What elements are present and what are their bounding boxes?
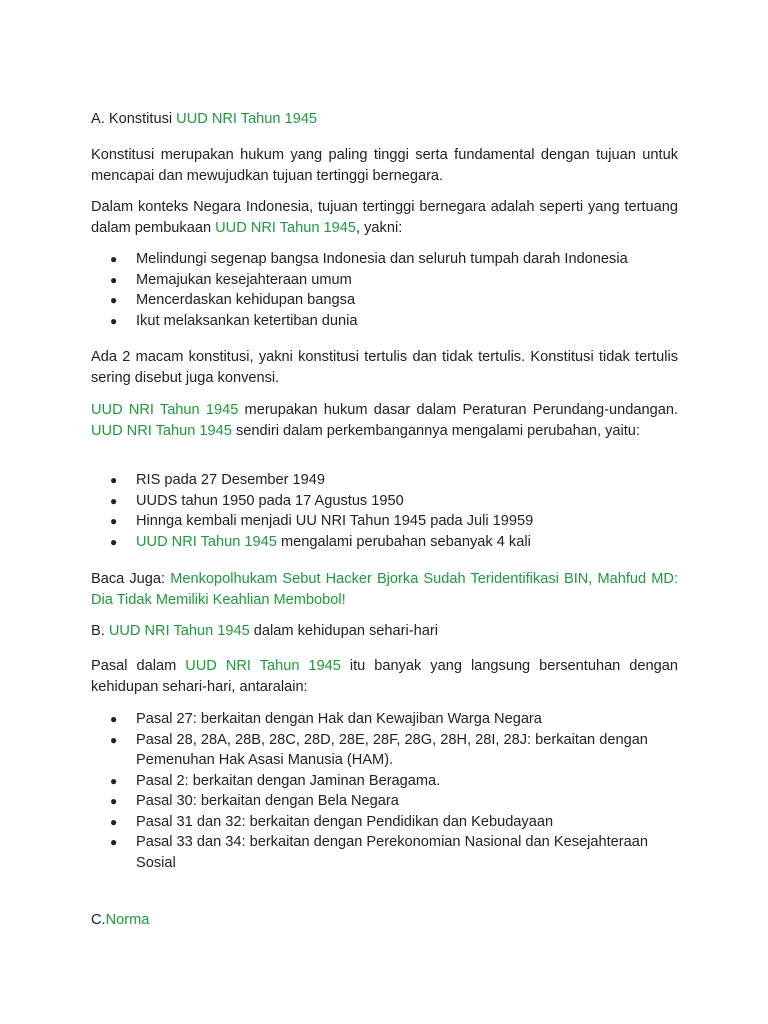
- list-item: ● UUD NRI Tahun 1945 mengalami perubahan sebanyak 4 kali: [91, 532, 678, 553]
- list-item: ● Hinnga kembali menjadi UU NRI Tahun 1945 pada Juli 19959: [91, 511, 678, 532]
- paragraph-konteks: Dalam konteks Negara Indonesia, tujuan tertinggi bernegara adalah seperti yang tertuang dalam pembukaan UUD NRI Tahun 1945, yakni:: [91, 199, 678, 236]
- baca-juga-link[interactable]: Menkopolhukam Sebut Hacker Bjorka Sudah Teridentifikasi BIN, Mahfud MD: Dia Tidak Memiliki Keahlian Membobol!: [91, 571, 679, 608]
- uud-link[interactable]: UUD NRI Tahun 1945: [215, 219, 357, 236]
- uud-link[interactable]: UUD NRI Tahun 1945: [91, 422, 232, 439]
- paragraph-hukum-dasar: UUD NRI Tahun 1945 merupakan hukum dasar dalam Peraturan Perundang-undangan. UUD NRI Tahun 1945 sendiri dalam perkembangannya mengalami perubahan, yaitu:: [91, 402, 678, 439]
- bullet-icon: ●: [110, 272, 118, 287]
- uud-link[interactable]: UUD NRI Tahun 1945: [176, 111, 318, 127]
- bullet-icon: ●: [110, 794, 118, 808]
- tujuan-list: [91, 249, 678, 331]
- bullet-icon: ●: [110, 252, 118, 266]
- norma-link[interactable]: Norma: [105, 912, 150, 928]
- paragraph-konstitusi: Konstitusi merupakan hukum yang paling tinggi serta fundamental dengan tujuan untuk mencapai dan mewujudkan tujuan tertinggi bernegara.: [91, 147, 678, 184]
- section-a-heading: [91, 109, 678, 130]
- pasal-list: [91, 709, 678, 873]
- uud-link[interactable]: UUD NRI Tahun 1945: [185, 658, 341, 674]
- bullet-icon: ●: [110, 493, 118, 508]
- uud-link[interactable]: UUD NRI Tahun 1945: [91, 402, 239, 418]
- bullet-icon: ●: [110, 712, 118, 726]
- list-item: ● UUDS tahun 1950 pada 17 Agustus 1950: [91, 491, 678, 512]
- bullet-icon: ●: [110, 732, 118, 747]
- list-item: ● Pasal 33 dan 34: berkaitan dengan Perekonomian Nasional dan Kesejahteraan Sosial: [110, 834, 648, 871]
- list-item: ● Pasal 27: berkaitan dengan Hak dan Kewajiban Warga Negara: [91, 709, 678, 730]
- bullet-icon: ●: [110, 534, 118, 549]
- perubahan-list: [91, 470, 678, 552]
- bullet-icon: ●: [110, 313, 118, 328]
- list-item: ● Mencerdaskan kehidupan bangsa: [91, 290, 678, 311]
- bullet-icon: ●: [110, 773, 118, 788]
- list-item: ● Memajukan kesejahteraan umum: [91, 270, 678, 291]
- list-item: ● Melindungi segenap bangsa Indonesia dan seluruh tumpah darah Indonesia: [91, 249, 678, 270]
- section-c-heading: C.Norma: [91, 912, 150, 928]
- paragraph-macam-konstitusi: Ada 2 macam konstitusi, yakni konstitusi tertulis dan tidak tertulis. Konstitusi tidak tertulis sering disebut juga konvensi.: [91, 349, 678, 386]
- bullet-icon: ●: [110, 835, 118, 849]
- list-item: ● Ikut melaksankan ketertiban dunia: [91, 311, 678, 332]
- section-a-prefix: A. Konstitusi: [91, 111, 177, 127]
- bullet-icon: ●: [110, 514, 118, 528]
- uud-link[interactable]: UUD NRI Tahun 1945: [136, 533, 277, 550]
- list-item: ● Pasal 31 dan 32: berkaitan dengan Pendidikan dan Kebudayaan: [91, 812, 678, 833]
- list-item: ● Pasal 30: berkaitan dengan Bela Negara: [91, 791, 678, 812]
- bullet-icon: ●: [110, 473, 118, 487]
- list-item: ● RIS pada 27 Desember 1949: [91, 470, 678, 491]
- paragraph-pasal: Pasal dalam UUD NRI Tahun 1945 itu banyak yang langsung bersentuhan dengan kehidupan sehari-hari, antaralain:: [91, 658, 678, 695]
- bullet-icon: ●: [110, 293, 118, 307]
- list-item: ● Pasal 28, 28A, 28B, 28C, 28D, 28E, 28F, 28G, 28H, 28I, 28J: berkaitan dengan Pemenuhan Hak Asasi Manusia (HAM).: [110, 731, 648, 768]
- list-item: ● Pasal 2: berkaitan dengan Jaminan Beragama.: [91, 771, 678, 792]
- baca-juga: Baca Juga: Menkopolhukam Sebut Hacker Bjorka Sudah Teridentifikasi BIN, Mahfud MD: Dia Tidak Memiliki Keahlian Membobol!: [91, 571, 679, 608]
- bullet-icon: ●: [110, 814, 118, 829]
- uud-link[interactable]: UUD NRI Tahun 1945: [108, 623, 250, 639]
- section-b-heading: B. UUD NRI Tahun 1945 dalam kehidupan sehari-hari: [91, 623, 438, 639]
